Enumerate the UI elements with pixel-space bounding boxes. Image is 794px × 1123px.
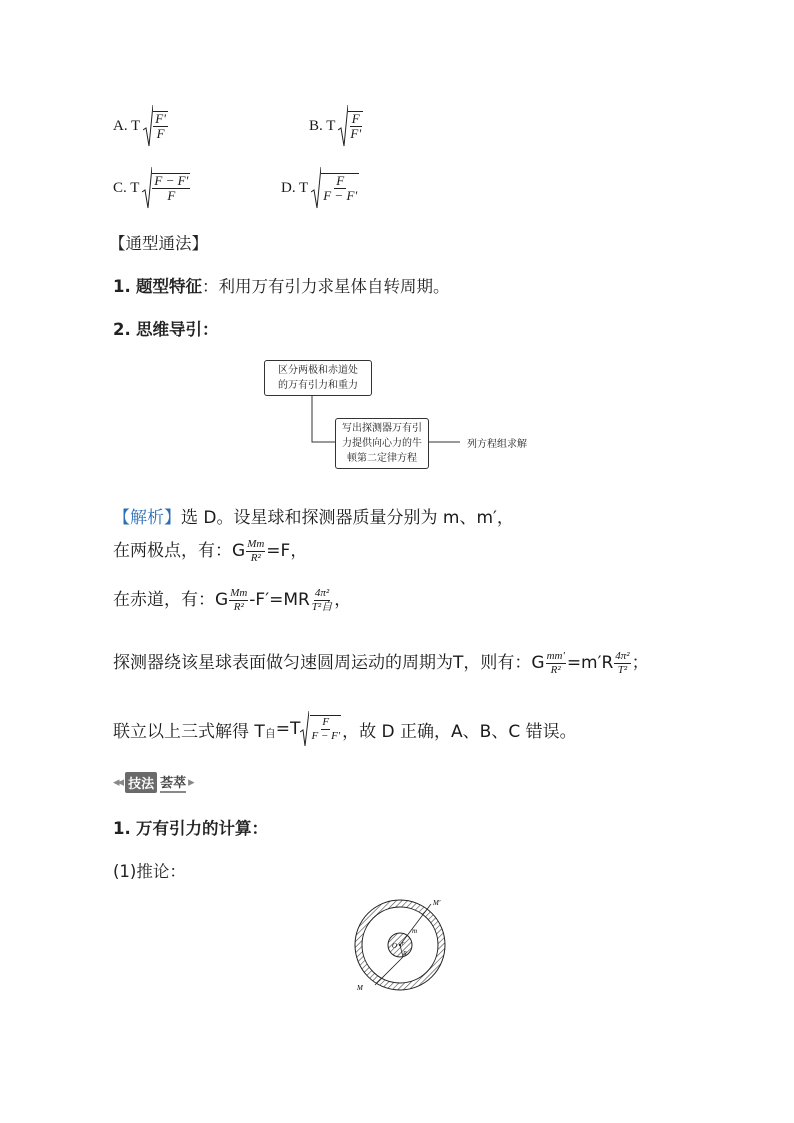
sqrt-result-d: F − F' [311, 730, 341, 742]
frac-Mm-1-d: R² [250, 551, 261, 564]
analysis-line-5 [113, 710, 577, 748]
sqrt-a [143, 104, 168, 148]
sec2-num: 1. [113, 819, 131, 838]
option-b-den: F' [350, 126, 362, 141]
option-a-den: F [156, 126, 165, 141]
analysis-l4-post: ； [631, 653, 649, 673]
frac-mm [546, 650, 566, 676]
point-2-head: 思维导引： [136, 320, 219, 339]
fig-label-M: M [357, 984, 363, 992]
frac-Mm-1 [246, 538, 265, 564]
banner-arrows-right: ▸ [188, 775, 193, 790]
option-b-num: F [351, 110, 360, 126]
sqrt-c [142, 166, 190, 210]
flow-box-1-line-2: 的万有引力和重力 [278, 380, 358, 391]
option-d-den: F − F' [323, 188, 358, 203]
sqrt-result [300, 710, 342, 748]
analysis-l4-pre: 探测器绕该星球表面做匀速圆周运动的周期为T，则有：G [113, 653, 545, 673]
point-1 [113, 273, 450, 297]
frac-Mm-2 [229, 587, 248, 613]
flow-box-2-line-3: 顿第二定律方程 [347, 453, 417, 464]
point-1-head: 题型特征 [136, 277, 202, 296]
point-2 [113, 316, 219, 340]
analysis-line-1 [113, 503, 514, 528]
option-a-num: F' [155, 110, 166, 126]
fig-label-Mprime: M' [433, 899, 441, 907]
sec2-heading [113, 815, 268, 839]
frac-4pi2-T-self [311, 587, 333, 613]
banner-b2: 荟萃 [160, 772, 186, 793]
frac-Mm-2-n: Mm [230, 586, 248, 599]
frac-T2self-d: T²自 [311, 600, 333, 613]
banner-arrows-left: ◂◂ [113, 775, 123, 790]
frac-4pi2-T-d: T² [617, 663, 628, 676]
analysis-l3-mid: -F′=MR [249, 590, 310, 610]
frac-mm-d: R² [550, 663, 561, 676]
banner-b1: 技法 [125, 772, 157, 793]
analysis-l1: 选 D。设星球和探测器质量分别为 m、m′， [181, 508, 514, 528]
flow-diagram [262, 358, 552, 470]
point-2-num: 2. [113, 320, 131, 339]
fig-label-m: m [412, 927, 418, 935]
technique-banner [113, 772, 193, 793]
analysis-l5-pre: 联立以上三式解得 T [113, 721, 265, 742]
option-c-num: F − F' [154, 172, 189, 188]
sqrt-result-n: F [322, 716, 330, 729]
sec2-text: 万有引力的计算： [136, 819, 268, 838]
option-d [281, 166, 359, 210]
frac-mm-n: mm' [546, 649, 565, 662]
sphere-figure [345, 895, 455, 995]
option-b [309, 104, 363, 148]
flow-box-1-line-1: 区分两极和赤道处 [278, 365, 358, 376]
analysis-line-4 [113, 648, 649, 676]
sec3-heading: (1)推论： [113, 862, 186, 881]
flow-box-1 [264, 360, 372, 396]
sqrt-d [311, 166, 359, 210]
option-d-label: D. T [281, 179, 309, 196]
section-title: 【通型通法】 [109, 234, 208, 253]
analysis-l5-post: ，故 D 正确，A、B、C 错误。 [342, 721, 577, 742]
option-c [113, 166, 190, 210]
fig-label-O: O [392, 942, 398, 950]
flow-box-2-line-1: 写出探测器万有引 [342, 423, 422, 434]
analysis-l2-pre: 在两极点，有：G [113, 541, 246, 561]
analysis-l5-eq: =T [275, 719, 301, 739]
analysis-tag: 【解析】 [113, 508, 181, 528]
option-c-label: C. T [113, 179, 140, 196]
frac-4pi2-T [614, 650, 630, 676]
fig-label-r: r [402, 941, 405, 947]
analysis-l2-post: =F， [266, 541, 308, 561]
frac-Mm-2-d: R² [233, 600, 244, 613]
option-c-den: F [167, 188, 176, 203]
flow-end: 列方程组求解 [467, 439, 527, 450]
option-b-label: B. T [309, 117, 336, 134]
frac-4pi2-n: 4π² [314, 586, 330, 599]
analysis-line-3 [113, 585, 351, 613]
analysis-l3-post: ， [334, 590, 352, 610]
analysis-l4-mid: =m′R [566, 653, 614, 673]
analysis-l5-sub: 自 [264, 727, 276, 740]
flow-box-2 [335, 418, 429, 469]
analysis-line-2 [113, 536, 307, 564]
frac-Mm-1-n: Mm [247, 537, 265, 550]
point-1-text: ：利用万有引力求星体自转周期。 [202, 277, 450, 296]
frac-4pi2-T-n: 4π² [615, 649, 630, 662]
fig-label-R: R [403, 951, 407, 957]
sqrt-b [338, 104, 363, 148]
point-1-num: 1. [113, 277, 131, 296]
option-a [113, 104, 168, 148]
option-a-label: A. T [113, 117, 141, 134]
analysis-l3-pre: 在赤道，有：G [113, 590, 229, 610]
flow-box-2-line-2: 力提供向心力的牛 [342, 438, 422, 449]
option-d-num: F [336, 172, 345, 188]
